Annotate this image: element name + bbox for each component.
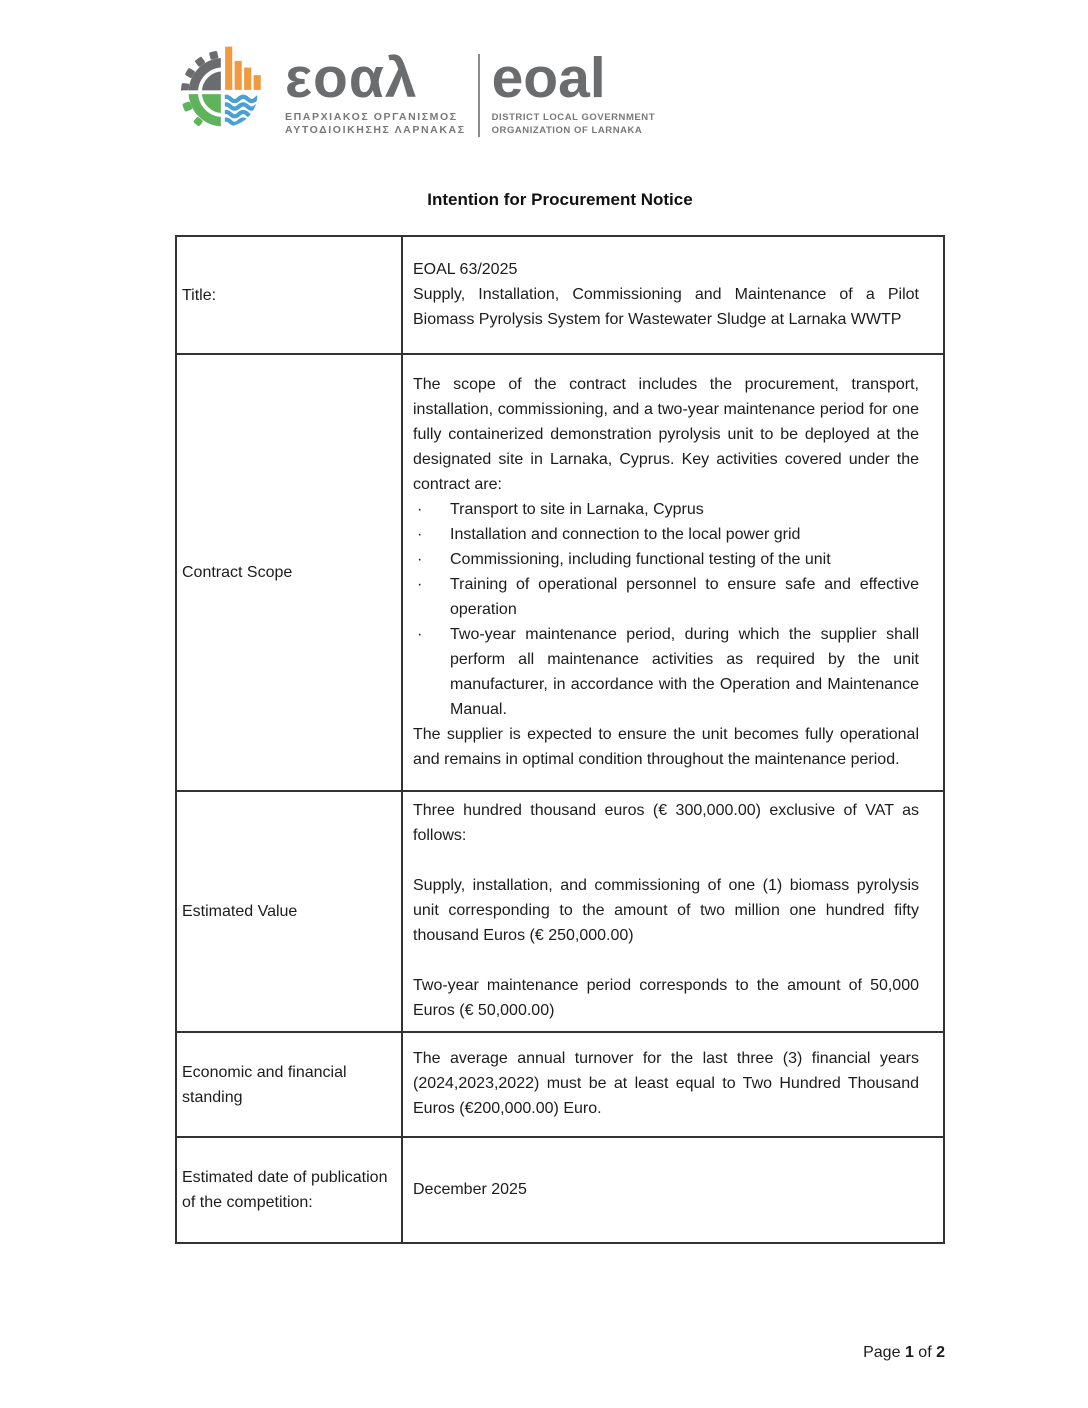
logo-text [285,46,656,137]
page-footer [863,1344,945,1362]
row-content [402,354,944,791]
footer-page-label: Page [863,1344,901,1361]
scope-bullet: · Two-year maintenance period, during which the supplier shall perform all maintenance activities as required by the unit manufacturer, in accordance with the Operation and Maintenance Manual. [413,622,919,722]
row-label: Estimated date of publication of the competition: [176,1137,402,1243]
table-row-title [176,236,944,354]
scope-bullet: · Training of operational personnel to ensure safe and effective operation [413,572,919,622]
procurement-notice-table [175,235,945,1244]
economic-standing-text: The average annual turnover for the last three (3) financial years (2024,2023,2022) must be at least equal to Two Hundred Thousand Euros (€200,000.00) Euro. [413,1050,919,1117]
scope-bullet: · Transport to site in Larnaka, Cyprus [413,497,919,522]
scope-bullet: · Installation and connection to the local power grid [413,522,919,547]
table-row-estimated-value [176,791,944,1032]
title-reference: EOAL 63/2025 [413,260,518,278]
table-row-contract-scope [176,354,944,791]
eoal-emblem-icon [180,36,275,139]
row-content [402,1137,944,1243]
row-label: Title: [176,236,402,354]
logo-divider [478,54,480,137]
value-total: Three hundred thousand euros (€ 300,000.00) exclusive of VAT as follows: [413,802,919,844]
row-label: Economic and financial standing [176,1032,402,1137]
publication-date: December 2025 [413,1180,527,1198]
logo-greek-block [285,46,466,137]
scope-bullet: · Commissioning, including functional testing of the unit [413,547,919,572]
logo-english-name: DISTRICT LOCAL GOVERNMENT ORGANIZATION OF LARNAKA [491,112,656,136]
value-maintenance: Two-year maintenance period corresponds to the amount of 50,000 Euros (€ 50,000.00) [413,977,919,1019]
page-title: Intention for Procurement Notice [427,190,693,209]
scope-outro: The supplier is expected to ensure the unit becomes fully operational and remains in optimal condition throughout the maintenance period. [413,725,919,768]
row-content [402,236,944,354]
logo-greek-acronym: εοαλ [285,46,418,110]
table-row-publication-date [176,1137,944,1243]
scope-intro: The scope of the contract includes the procurement, transport, installation, commissioning, and a two-year maintenance period for one fully containerized demonstration pyrolysis unit to be deployed at the designated site in Larnaka, Cyprus. Key activities covered under the contract are: [413,375,919,493]
logo-greek-name: ΕΠΑΡΧΙΑΚΟΣ ΟΡΓΑΝΙΣΜΟΣ ΑΥΤΟΔΙΟΙΚΗΣΗΣ ΛΑΡΝΑΚΑΣ [285,111,466,136]
cross-vertical [221,44,225,133]
footer-page-number: 1 [904,1344,914,1361]
row-content [402,1032,944,1137]
waves-blue [222,97,265,124]
scope-bullet-list [413,497,919,722]
title-description: Supply, Installation, Commissioning and Maintenance of a Pilot Biomass Pyrolysis System for Wastewater Sludge at Larnaka WWTP [413,285,919,328]
row-content [402,791,944,1032]
value-supply: Supply, installation, and commissioning of one (1) biomass pyrolysis unit corresponding to the amount of two million one hundred fifty thousand Euros (€ 250,000.00) [413,877,919,944]
row-label: Contract Scope [176,354,402,791]
eoal-logo [180,36,655,139]
table-row-economic-standing [176,1032,944,1137]
footer-total-pages: 2 [936,1344,945,1361]
bar-chart-orange [225,47,261,90]
row-label: Estimated Value [176,791,402,1032]
logo-english-block [491,46,656,137]
footer-of-label: of [918,1344,932,1361]
logo-latin-acronym: eoal [491,46,606,110]
